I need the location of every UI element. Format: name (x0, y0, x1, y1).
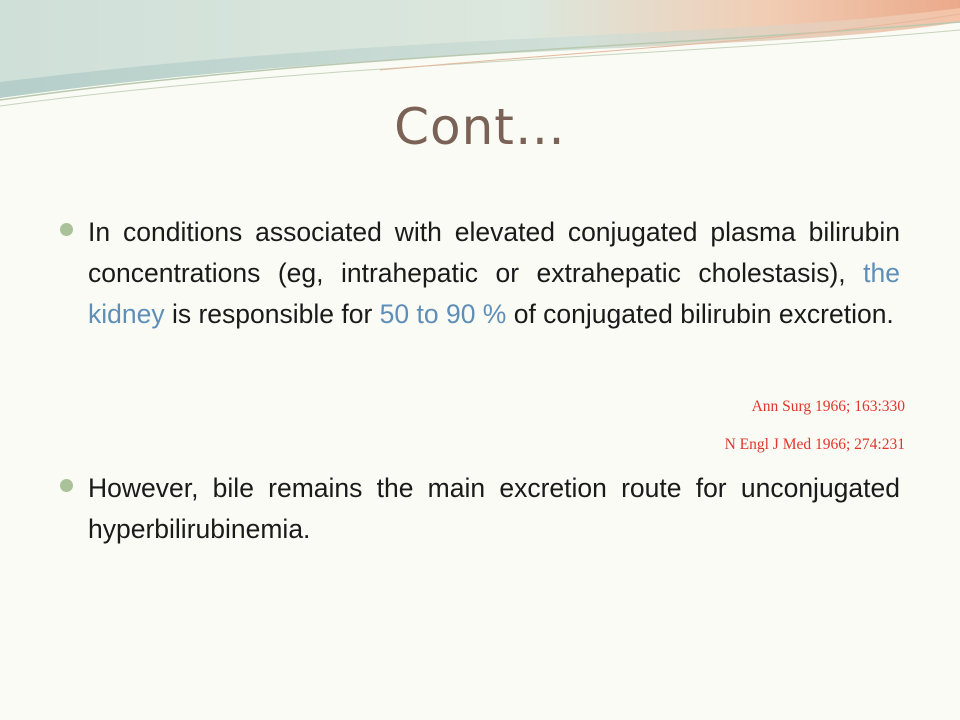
bullet1-highlight-kidney: the kidney (88, 258, 900, 329)
bullet-text-2: However, bile remains the main excretion route for unconjugated hyperbilirubinemia. (88, 473, 900, 544)
bullet1-highlight-percentage: 50 to 90 % (379, 299, 507, 329)
slide-title: Cont… (394, 98, 566, 156)
bullet-icon (60, 223, 73, 236)
bullet1-text-part1: In conditions associated with elevated conjugated plasma bilirubin concentrations (eg, intrahepatic or extrahepatic cholestasis), (88, 217, 900, 288)
bullet1-text-part3: of conjugated bilirubin excretion. (506, 299, 894, 329)
bullet-icon (60, 479, 73, 492)
bullet-item-2 (60, 468, 900, 550)
reference-citation-2: N Engl J Med 1966; 274:231 (724, 436, 905, 453)
bullet-item-1 (60, 212, 900, 335)
bullet-text-1 (88, 212, 900, 335)
reference-citation-1: Ann Surg 1966; 163:330 (751, 398, 905, 415)
bullet1-text-part2: is responsible for (164, 299, 380, 329)
